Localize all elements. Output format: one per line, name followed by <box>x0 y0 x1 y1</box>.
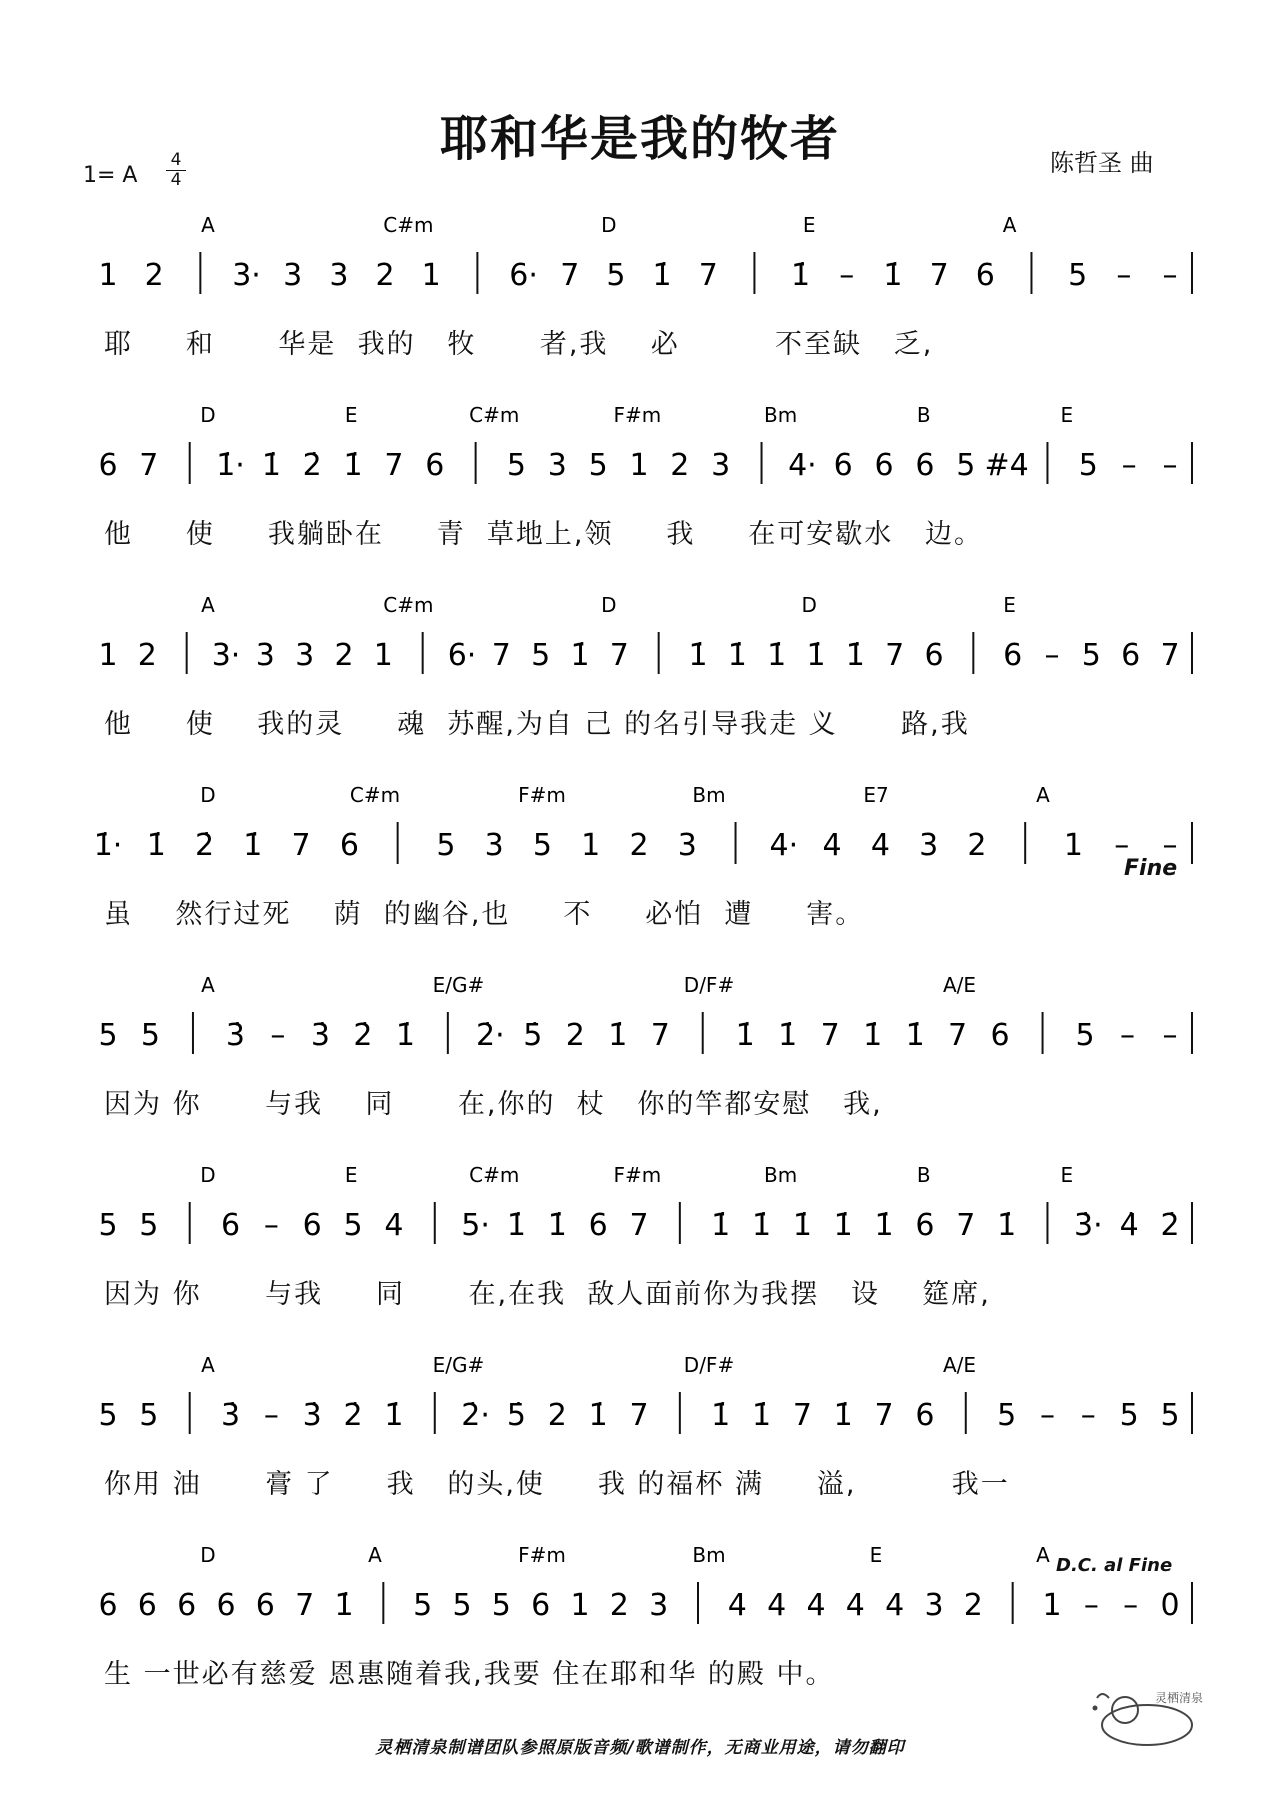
note: – <box>1080 1398 1096 1433</box>
sheep-logo-icon <box>1085 1680 1205 1750</box>
note: 6 <box>915 1398 935 1433</box>
note: – <box>1120 1018 1136 1053</box>
footer-note: 灵栖清泉制谱团队参照原版音频/歌谱制作，无商业用途，请勿翻印 <box>375 1738 905 1758</box>
chord-symbol: E <box>1060 1163 1074 1187</box>
lyric-line: 他 使 我躺卧在 青 草地上,领 我 在可安歇水 边。 <box>104 519 984 550</box>
chord-symbol: F#m <box>518 1543 566 1567</box>
notation-line <box>0 400 1280 500</box>
chord-symbol: E <box>869 1543 883 1567</box>
note: 4· <box>788 448 817 483</box>
note: 1̇ <box>727 638 747 673</box>
note: 2 <box>137 638 157 673</box>
score-system <box>0 210 1280 360</box>
note: 6 <box>1121 638 1141 673</box>
svg-text:灵栖清泉: 灵栖清泉 <box>1155 1691 1204 1705</box>
note: 1̇ <box>334 1588 354 1623</box>
chord-symbol: E <box>344 403 358 427</box>
note: 1 <box>98 638 118 673</box>
note: 2 <box>144 258 164 293</box>
chord-symbol: A <box>1036 1543 1050 1567</box>
lyric-line: 你用 油 膏 了 我 的头,使 我 的福杯 满 溢, 我一 <box>104 1469 1010 1500</box>
note: 3 <box>547 448 567 483</box>
note: 1̇ <box>997 1208 1017 1243</box>
lyric-line: 耶 和 华是 我的 牧 者,我 必 不至缺 乏, <box>104 329 934 360</box>
note: 7 <box>629 1208 649 1243</box>
note: 1̇ <box>261 448 281 483</box>
note: 1̇ <box>384 1398 404 1433</box>
note: 6 <box>915 1208 935 1243</box>
note: 1 <box>421 258 441 293</box>
chord-symbol: D <box>200 1163 216 1187</box>
chord-symbol: A <box>201 1353 215 1377</box>
notation-line <box>0 590 1280 690</box>
note: 7 <box>295 1588 315 1623</box>
chord-symbol: F#m <box>518 783 566 807</box>
time-signature <box>166 151 186 190</box>
note: 2 <box>334 638 354 673</box>
note: 4· <box>769 828 799 863</box>
composer-credit: 陈哲圣 曲 <box>1050 149 1154 177</box>
chord-symbol: E/G# <box>432 973 485 997</box>
notation-line <box>0 1160 1280 1260</box>
note: 3 <box>255 638 275 673</box>
note: 7 <box>560 258 580 293</box>
note: 1̇ <box>883 258 903 293</box>
note: 1̇· <box>216 448 245 483</box>
chord-symbol: A <box>1036 783 1050 807</box>
note: 3̇ <box>302 1398 322 1433</box>
score-system <box>0 1160 1280 1310</box>
note: 5 <box>997 1398 1017 1433</box>
note: 5 <box>532 828 553 863</box>
chord-symbol: E <box>1060 403 1074 427</box>
chord-symbol: E <box>344 1163 358 1187</box>
note: 5 <box>140 1018 161 1053</box>
notation-line <box>0 780 1280 880</box>
score-system <box>0 780 1280 930</box>
chord-symbol: Bm <box>692 783 726 807</box>
note: – <box>270 1018 286 1053</box>
note: 6 <box>833 448 853 483</box>
score-system <box>0 400 1280 550</box>
note: 7 <box>885 638 905 673</box>
note: 3̇ <box>310 1018 330 1053</box>
note: 1̇ <box>845 638 865 673</box>
note: #4 <box>984 448 1029 483</box>
chord-symbol: C#m <box>383 593 434 617</box>
chord-symbol: D <box>601 213 617 237</box>
note: 7 <box>792 1398 812 1433</box>
note: 6 <box>302 1208 322 1243</box>
note: 7 <box>629 1398 649 1433</box>
note: 6· <box>447 638 477 673</box>
notation-line <box>0 970 1280 1070</box>
note: 2 <box>565 1018 585 1053</box>
note: 5 <box>436 828 456 863</box>
note: 5 <box>1081 638 1101 673</box>
chord-symbol: A/E <box>942 1353 977 1377</box>
note: 7 <box>874 1398 894 1433</box>
note: 5 <box>1119 1398 1139 1433</box>
note: 3 <box>329 258 349 293</box>
note: 7 <box>948 1018 968 1053</box>
note: 5 <box>98 1208 118 1243</box>
lyric-line: 他 使 我的灵 魂 苏醒,为自 己 的名引导我走 义 路,我 <box>104 709 970 740</box>
note: 4̇ <box>1119 1208 1139 1243</box>
note: 1 <box>1042 1588 1062 1623</box>
note: 5 <box>343 1208 363 1243</box>
note: 7 <box>698 258 718 293</box>
note: 6 <box>975 258 995 293</box>
note: – <box>1162 828 1178 863</box>
note: 5 <box>506 448 527 483</box>
note: 3 <box>295 638 315 673</box>
note: 7 <box>956 1208 976 1243</box>
note: 1̇ <box>243 828 263 863</box>
note: 2̇· <box>461 1398 490 1433</box>
note: 6 <box>990 1018 1010 1053</box>
note: 4 <box>806 1588 826 1623</box>
note: – <box>1123 1588 1139 1623</box>
note: 1̇ <box>767 638 787 673</box>
chord-symbol: A/E <box>942 973 977 997</box>
dc-al-fine-mark: D.C. al Fine <box>1056 1555 1173 1576</box>
note: 4 <box>727 1588 747 1623</box>
note: 1 <box>570 1588 590 1623</box>
note: 1̇ <box>711 1208 731 1243</box>
note: 7 <box>139 448 159 483</box>
note: 5 <box>1075 1018 1095 1053</box>
note: 3 <box>649 1588 669 1623</box>
note: 4 <box>767 1588 787 1623</box>
chord-symbol: D <box>200 403 216 427</box>
note: 1 <box>629 448 649 483</box>
note: – <box>263 1208 279 1243</box>
note: – <box>1116 258 1132 293</box>
note: 7 <box>609 638 629 673</box>
note: 4 <box>822 828 842 863</box>
note: 1̇ <box>506 1208 527 1243</box>
chord-symbol: A <box>201 593 215 617</box>
time-signature-bottom: 4 <box>166 170 186 190</box>
note: – <box>1083 1588 1099 1623</box>
note: 2̇· <box>476 1018 505 1053</box>
note: 2̇ <box>353 1018 373 1053</box>
note: 5 <box>606 258 626 293</box>
note: 5 <box>1078 448 1098 483</box>
note: – <box>1162 258 1178 293</box>
note: 1̇ <box>778 1018 798 1053</box>
note: 5 <box>452 1588 472 1623</box>
note: 1 <box>373 638 393 673</box>
note: 1̇ <box>395 1018 415 1053</box>
chord-symbol: E <box>802 213 816 237</box>
note: 1̇ <box>343 448 363 483</box>
note: 3 <box>919 828 939 863</box>
note: 1̇ <box>711 1398 731 1433</box>
note: 1̇ <box>874 1208 894 1243</box>
note: 1̇ <box>806 638 826 673</box>
chord-symbol: A <box>201 213 215 237</box>
note: 3 <box>484 828 504 863</box>
note: 5 <box>531 638 551 673</box>
note: 1̇ <box>547 1208 567 1243</box>
note: 5̇ <box>523 1018 543 1053</box>
note: – <box>263 1398 279 1433</box>
note: 3̇ <box>220 1398 241 1433</box>
note: 1̇ <box>608 1018 628 1053</box>
note: 6 <box>531 1588 551 1623</box>
note: 6 <box>924 638 944 673</box>
note: 7 <box>384 448 404 483</box>
lyric-line: 生 一世必有慈爱 恩惠随着我,我要 住在耶和华 的殿 中。 <box>104 1659 835 1690</box>
chord-symbol: B <box>916 1163 931 1187</box>
note: – <box>1162 1018 1178 1053</box>
chord-symbol: C#m <box>469 1163 520 1187</box>
note: 2 <box>963 1588 983 1623</box>
note: 0 <box>1160 1588 1180 1623</box>
note: 3 <box>924 1588 944 1623</box>
note: 5 <box>98 1018 118 1053</box>
note: 1 <box>1063 828 1084 863</box>
note: 5 <box>139 1208 159 1243</box>
note: 3̇· <box>1073 1208 1103 1243</box>
note: 5 <box>588 448 608 483</box>
note: 7 <box>820 1018 840 1053</box>
song-title: 耶和华是我的牧者 <box>439 111 840 167</box>
chord-symbol: C#m <box>469 403 520 427</box>
chord-symbol: A <box>1002 213 1017 237</box>
chord-symbol: C#m <box>349 783 401 807</box>
note: 5 <box>139 1398 159 1433</box>
chord-symbol: Bm <box>763 1163 798 1187</box>
note: 1̇ <box>792 1208 812 1243</box>
note: 1̇ <box>735 1018 755 1053</box>
note: 3· <box>211 638 241 673</box>
note: 5 <box>491 1588 511 1623</box>
notation-line <box>0 1350 1280 1450</box>
note: 3· <box>232 258 261 293</box>
note: 7 <box>291 828 311 863</box>
note: 3 <box>711 448 731 483</box>
note: 5̇ <box>506 1398 527 1433</box>
note: 6 <box>220 1208 241 1243</box>
note: 7 <box>1160 638 1180 673</box>
note: – <box>1121 448 1137 483</box>
chord-symbol: Bm <box>763 403 798 427</box>
note: 6 <box>177 1588 197 1623</box>
note: 1 <box>98 258 118 293</box>
note: 3̇ <box>225 1018 245 1053</box>
chord-symbol: D <box>601 593 617 617</box>
fine-mark: Fine <box>1124 856 1178 881</box>
note: 1̇· <box>93 828 123 863</box>
note: 5 <box>1068 258 1088 293</box>
note: 5 <box>956 448 976 483</box>
note: – <box>1044 638 1060 673</box>
chord-symbol: D/F# <box>683 1353 735 1377</box>
lyric-line: 虽 然行过死 荫 的幽谷,也 不 必怕 遭 害。 <box>104 899 865 930</box>
note: 7 <box>650 1018 670 1053</box>
note: 1̇ <box>652 258 672 293</box>
note: 6 <box>1003 638 1023 673</box>
chord-symbol: E7 <box>863 783 889 807</box>
chord-symbol: C#m <box>383 213 434 237</box>
note: 1̇ <box>905 1018 925 1053</box>
note: 1̇ <box>688 638 708 673</box>
note: 2̇ <box>194 828 215 863</box>
notation-line <box>0 210 1280 310</box>
note: 6 <box>425 448 445 483</box>
note: 1̇ <box>833 1208 853 1243</box>
note: 4 <box>845 1588 865 1623</box>
note: 4 <box>384 1208 404 1243</box>
note: – <box>1162 448 1178 483</box>
note: 2̇ <box>343 1398 363 1433</box>
note: 1̇ <box>570 638 590 673</box>
note: 5 <box>1160 1398 1180 1433</box>
note: 3 <box>677 828 697 863</box>
note: 6· <box>509 258 538 293</box>
chord-symbol: D <box>801 593 817 617</box>
note: 5 <box>413 1588 433 1623</box>
note: 6 <box>255 1588 275 1623</box>
chord-symbol: Bm <box>692 1543 726 1567</box>
note: 1̇ <box>588 1398 608 1433</box>
note: – <box>1114 828 1130 863</box>
note: 1̇ <box>791 258 811 293</box>
note: 6 <box>915 448 935 483</box>
note: 2 <box>670 448 690 483</box>
chord-symbol: D <box>200 783 216 807</box>
note: 1̇ <box>146 828 166 863</box>
lyric-line: 因为 你 与我 同 在,你的 杖 你的竿都安慰 我, <box>104 1089 883 1120</box>
note: 1 <box>581 828 601 863</box>
chord-symbol: B <box>916 403 931 427</box>
note: 7 <box>929 258 949 293</box>
note: 1̇ <box>751 1398 772 1433</box>
key-signature: 1= A <box>83 163 138 188</box>
note: 6 <box>588 1208 608 1243</box>
note: 7 <box>491 638 511 673</box>
score-system <box>0 590 1280 740</box>
note: 3 <box>283 258 303 293</box>
note: 4 <box>870 828 890 863</box>
note: 2 <box>629 828 649 863</box>
note: 4 <box>885 1588 905 1623</box>
note: 2 <box>609 1588 629 1623</box>
note: 6 <box>98 448 118 483</box>
note: 1̇ <box>863 1018 883 1053</box>
note: 1̇ <box>751 1208 772 1243</box>
note: 6 <box>874 448 894 483</box>
note: 6 <box>137 1588 157 1623</box>
note: 2 <box>375 258 395 293</box>
chord-symbol: A <box>201 973 215 997</box>
note: 2̇ <box>302 448 322 483</box>
note: 6 <box>216 1588 236 1623</box>
time-signature-top: 4 <box>170 150 182 170</box>
note: 2̇ <box>1160 1208 1180 1243</box>
lyric-line: 因为 你 与我 同 在,在我 敌人面前你为我摆 设 筵席, <box>104 1279 991 1310</box>
note: – <box>1039 1398 1055 1433</box>
note: 5 <box>98 1398 118 1433</box>
chord-symbol: D/F# <box>683 973 735 997</box>
note: 6 <box>98 1588 118 1623</box>
note: 6 <box>339 828 359 863</box>
score-system <box>0 970 1280 1120</box>
note: 2 <box>547 1398 567 1433</box>
chord-symbol: E/G# <box>432 1353 485 1377</box>
chord-symbol: E <box>1003 593 1016 617</box>
note: 1̇ <box>833 1398 853 1433</box>
note: 2 <box>967 828 987 863</box>
chord-symbol: F#m <box>613 403 662 427</box>
note: – <box>839 258 855 293</box>
score-system <box>0 1350 1280 1500</box>
note: 5· <box>461 1208 490 1243</box>
chord-symbol: D <box>200 1543 216 1567</box>
chord-symbol: F#m <box>613 1163 662 1187</box>
chord-symbol: A <box>368 1543 382 1567</box>
